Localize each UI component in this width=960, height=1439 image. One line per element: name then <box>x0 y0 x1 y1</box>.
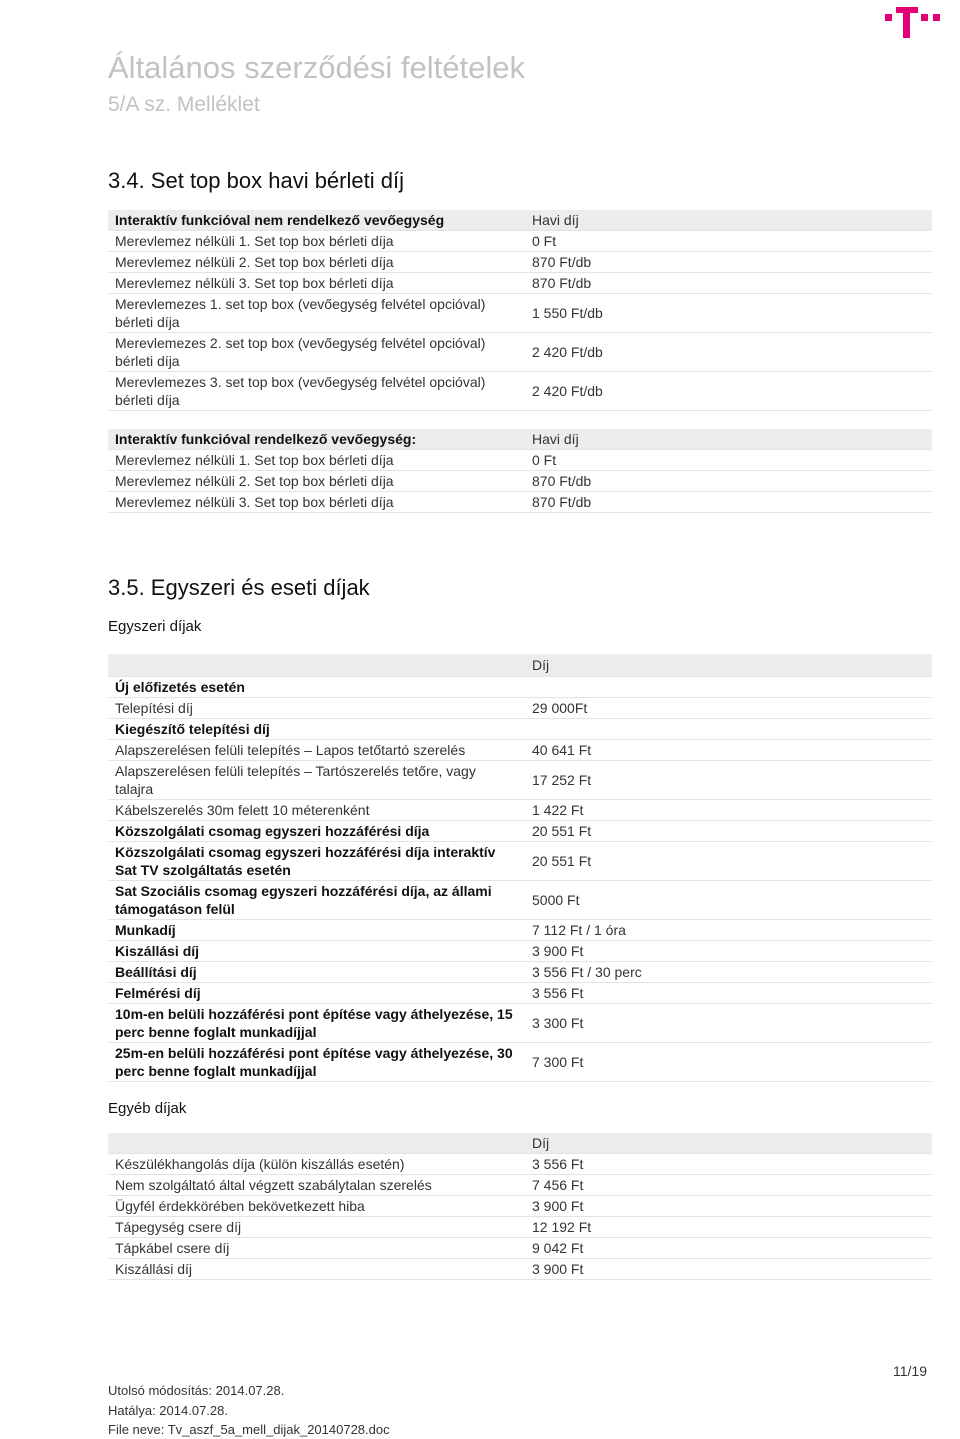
row-price: 5000 Ft <box>520 881 932 920</box>
table-row <box>108 1217 932 1238</box>
table-row <box>108 231 932 252</box>
table-row <box>108 1238 932 1259</box>
row-label: Merevlemez nélküli 1. Set top box bérleti díja <box>108 231 520 252</box>
document-title: Általános szerződési feltételek <box>108 50 526 85</box>
table-row <box>108 962 932 983</box>
table-row <box>108 1175 932 1196</box>
row-price: 3 900 Ft <box>520 941 932 962</box>
row-label: Kiegészítő telepítési díj <box>108 719 520 740</box>
row-label: Új előfizetés esetén <box>108 677 520 698</box>
row-label: 10m-en belüli hozzáférési pont építése vagy áthelyezése, 15 perc benne foglalt munkadíjjal <box>108 1004 520 1043</box>
one-time-fees-table <box>108 654 932 1082</box>
row-price: 870 Ft/db <box>520 273 932 294</box>
row-price: 3 556 Ft / 30 perc <box>520 962 932 983</box>
header-cell-label <box>108 654 520 677</box>
table-row <box>108 842 932 881</box>
row-label: Felmérési díj <box>108 983 520 1004</box>
row-price: 870 Ft/db <box>520 252 932 273</box>
row-price: 1 550 Ft/db <box>520 294 932 333</box>
row-label: Alapszerelésen felüli telepítés – Lapos tetőtartó szerelés <box>108 740 520 761</box>
header-cell-price: Havi díj <box>520 210 932 231</box>
row-label: Sat Szociális csomag egyszeri hozzáférési díja, az állami támogatáson felül <box>108 881 520 920</box>
table-row <box>108 821 932 842</box>
other-fees-title: Egyéb díjak <box>108 1100 187 1117</box>
table-row <box>108 450 932 471</box>
section-35-heading: 3.5. Egyszeri és eseti díjak <box>108 575 370 600</box>
stb-table-non-interactive <box>108 210 932 411</box>
table-row <box>108 273 932 294</box>
logo-dot-icon <box>885 14 892 21</box>
row-label: Készülékhangolás díja (külön kiszállás esetén) <box>108 1154 520 1175</box>
one-time-fees-title: Egyszeri díjak <box>108 618 202 635</box>
row-price <box>520 677 932 698</box>
table-row <box>108 941 932 962</box>
table-header-row <box>108 429 932 450</box>
row-price: 3 300 Ft <box>520 1004 932 1043</box>
row-label: Tápegység csere díj <box>108 1217 520 1238</box>
row-price: 40 641 Ft <box>520 740 932 761</box>
row-price: 2 420 Ft/db <box>520 372 932 411</box>
footer-filename: File neve: Tv_aszf_5a_mell_dijak_20140728.doc <box>108 1422 390 1437</box>
row-label: Merevlemezes 3. set top box (vevőegység felvétel opcióval) bérleti díja <box>108 372 520 411</box>
row-label: Tápkábel csere díj <box>108 1238 520 1259</box>
row-price: 2 420 Ft/db <box>520 333 932 372</box>
row-price: 0 Ft <box>520 231 932 252</box>
table-row <box>108 881 932 920</box>
table-row <box>108 740 932 761</box>
row-label: Telepítési díj <box>108 698 520 719</box>
stb-table-interactive <box>108 429 932 513</box>
row-label: 25m-en belüli hozzáférési pont építése vagy áthelyezése, 30 perc benne foglalt munkadíjjal <box>108 1043 520 1082</box>
row-price: 7 112 Ft / 1 óra <box>520 920 932 941</box>
row-price: 29 000Ft <box>520 698 932 719</box>
table-row <box>108 1196 932 1217</box>
document-subtitle: 5/A sz. Melléklet <box>108 93 260 116</box>
table-row <box>108 333 932 372</box>
table-row <box>108 471 932 492</box>
header-cell-label: Interaktív funkcióval nem rendelkező vevőegység <box>108 210 520 231</box>
row-label: Közszolgálati csomag egyszeri hozzáférési díja <box>108 821 520 842</box>
table-row <box>108 920 932 941</box>
table-row <box>108 761 932 800</box>
table-row <box>108 294 932 333</box>
row-label: Munkadíj <box>108 920 520 941</box>
table-header-row <box>108 654 932 677</box>
table-row <box>108 1259 932 1280</box>
row-price: 870 Ft/db <box>520 471 932 492</box>
header-cell-label: Interaktív funkcióval rendelkező vevőegység: <box>108 429 520 450</box>
table-row <box>108 719 932 740</box>
header-cell-label <box>108 1133 520 1154</box>
row-price: 12 192 Ft <box>520 1217 932 1238</box>
row-price: 7 456 Ft <box>520 1175 932 1196</box>
page-number: 11/19 <box>893 1363 927 1379</box>
table-row <box>108 698 932 719</box>
row-label: Nem szolgáltató által végzett szabálytalan szerelés <box>108 1175 520 1196</box>
logo-t-stem <box>903 7 910 38</box>
row-label: Beállítási díj <box>108 962 520 983</box>
row-label: Kiszállási díj <box>108 1259 520 1280</box>
row-label: Merevlemez nélküli 3. Set top box bérleti díja <box>108 492 520 513</box>
table-row <box>108 677 932 698</box>
row-price: 7 300 Ft <box>520 1043 932 1082</box>
row-label: Merevlemez nélküli 2. Set top box bérleti díja <box>108 471 520 492</box>
header-cell-price: Díj <box>520 654 932 677</box>
row-label: Merevlemez nélküli 3. Set top box bérleti díja <box>108 273 520 294</box>
row-price: 20 551 Ft <box>520 821 932 842</box>
row-price: 1 422 Ft <box>520 800 932 821</box>
row-price: 9 042 Ft <box>520 1238 932 1259</box>
table-row <box>108 372 932 411</box>
telekom-logo <box>885 4 947 38</box>
row-label: Kábelszerelés 30m felett 10 méterenként <box>108 800 520 821</box>
row-label: Merevlemez nélküli 2. Set top box bérleti díja <box>108 252 520 273</box>
row-price: 3 900 Ft <box>520 1259 932 1280</box>
row-price: 870 Ft/db <box>520 492 932 513</box>
row-price: 3 900 Ft <box>520 1196 932 1217</box>
row-label: Ügyfél érdekkörében bekövetkezett hiba <box>108 1196 520 1217</box>
row-label: Közszolgálati csomag egyszeri hozzáférési díja interaktív Sat TV szolgáltatás esetén <box>108 842 520 881</box>
header-cell-price: Havi díj <box>520 429 932 450</box>
table-header-row <box>108 1133 932 1154</box>
row-price: 20 551 Ft <box>520 842 932 881</box>
table-row <box>108 252 932 273</box>
footer-effective: Hatálya: 2014.07.28. <box>108 1403 228 1418</box>
logo-dot-icon <box>921 14 928 21</box>
row-price: 0 Ft <box>520 450 932 471</box>
header-cell-price: Díj <box>520 1133 932 1154</box>
footer-modified: Utolsó módosítás: 2014.07.28. <box>108 1383 285 1398</box>
logo-dot-icon <box>933 14 940 21</box>
section-34-heading: 3.4. Set top box havi bérleti díj <box>108 168 404 193</box>
row-label: Merevlemezes 2. set top box (vevőegység felvétel opcióval) bérleti díja <box>108 333 520 372</box>
row-label: Kiszállási díj <box>108 941 520 962</box>
row-price: 3 556 Ft <box>520 1154 932 1175</box>
table-header-row <box>108 210 932 231</box>
table-row <box>108 983 932 1004</box>
row-price <box>520 719 932 740</box>
table-row <box>108 1004 932 1043</box>
row-label: Alapszerelésen felüli telepítés – Tartószerelés tetőre, vagy talajra <box>108 761 520 800</box>
table-row <box>108 800 932 821</box>
row-price: 3 556 Ft <box>520 983 932 1004</box>
table-row <box>108 1154 932 1175</box>
other-fees-table <box>108 1133 932 1280</box>
row-label: Merevlemezes 1. set top box (vevőegység felvétel opcióval) bérleti díja <box>108 294 520 333</box>
table-row <box>108 1043 932 1082</box>
table-row <box>108 492 932 513</box>
row-label: Merevlemez nélküli 1. Set top box bérleti díja <box>108 450 520 471</box>
row-price: 17 252 Ft <box>520 761 932 800</box>
